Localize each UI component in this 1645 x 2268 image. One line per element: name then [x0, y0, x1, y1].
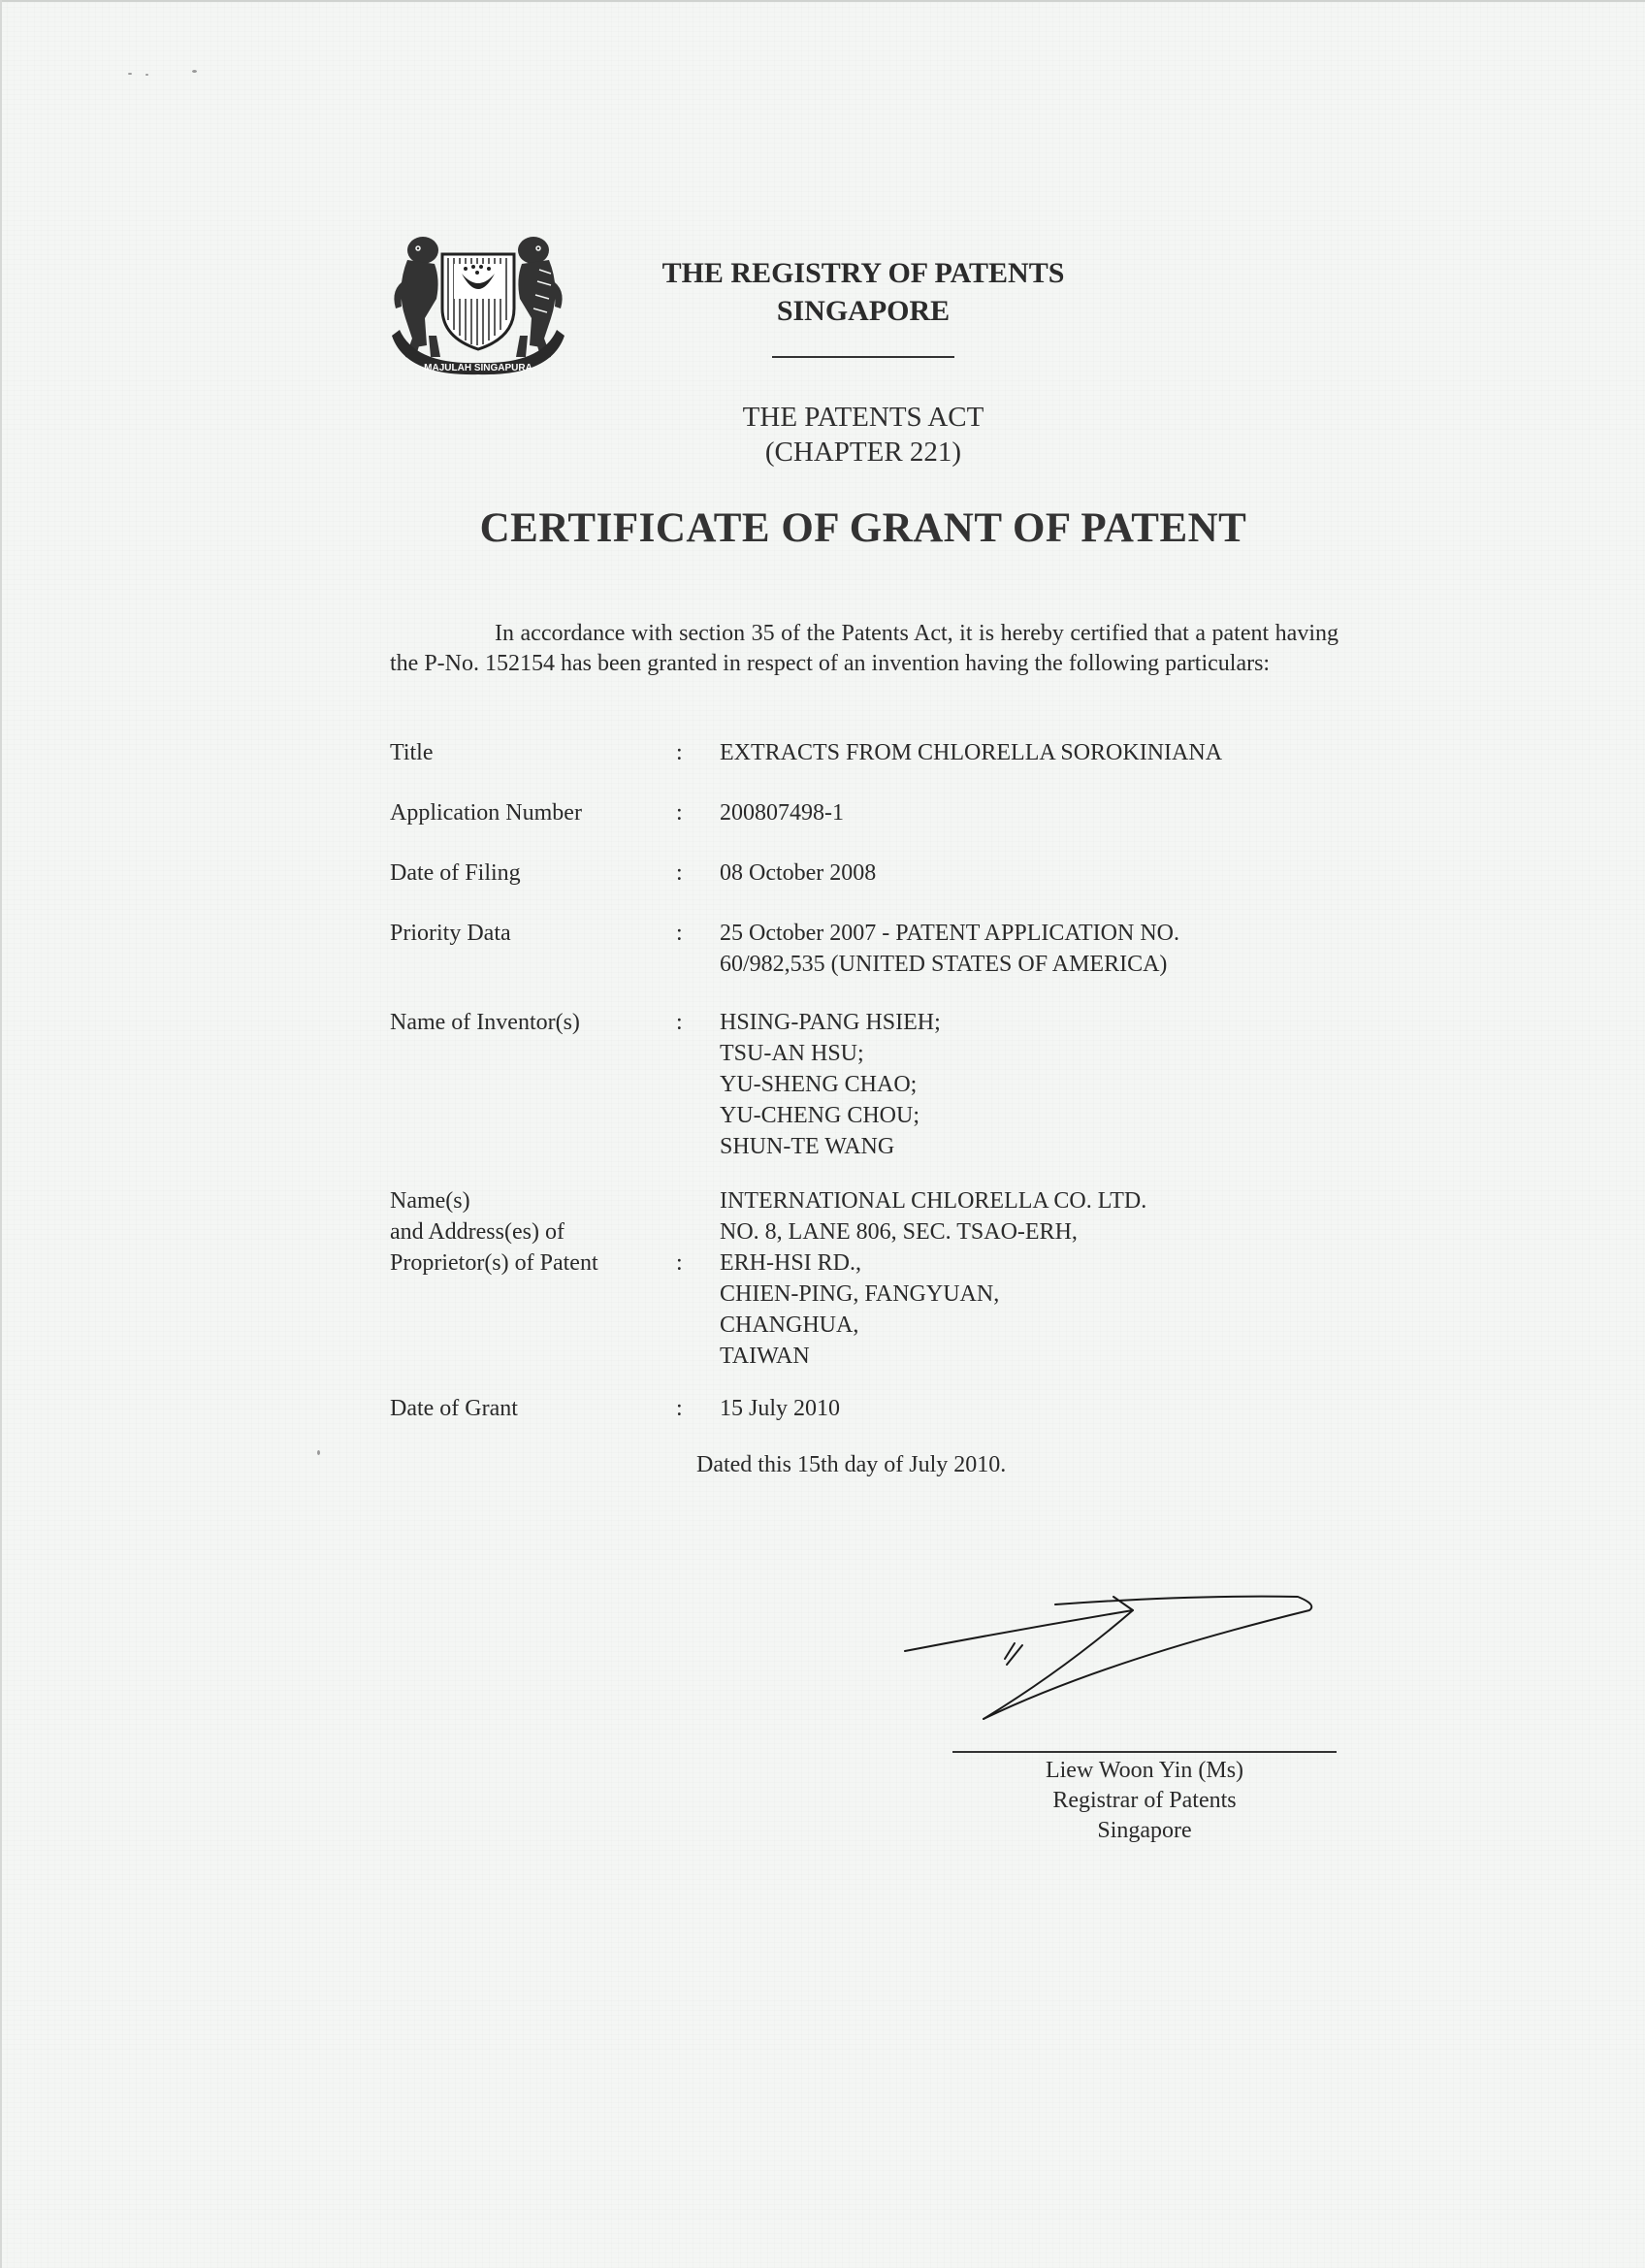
page-edge-top	[0, 0, 1645, 2]
act-chapter: (CHAPTER 221)	[764, 437, 962, 468]
proprietor-line: INTERNATIONAL CHLORELLA CO. LTD.	[720, 1188, 1147, 1214]
proprietor-label-line: and Address(es) of	[390, 1219, 564, 1245]
application-number-value: 200807498-1	[720, 800, 844, 826]
crest-motto-text: MAJULAH SINGAPURA	[424, 363, 532, 373]
priority-data-value	[720, 918, 1399, 980]
proprietor-address	[720, 1185, 1399, 1372]
inventor-name: TSU-AN HSU;	[720, 1041, 864, 1066]
paper-speck	[145, 74, 148, 76]
registrar-block	[952, 1756, 1337, 1846]
priority-data-line: 25 October 2007 - PATENT APPLICATION NO.	[720, 921, 1179, 946]
inventor-name: YU-CHENG CHOU;	[720, 1103, 919, 1128]
registrar-country: Singapore	[1097, 1818, 1192, 1843]
grant-date-separator: :	[676, 1396, 683, 1421]
act-heading	[621, 400, 1106, 470]
registrar-signature	[900, 1583, 1319, 1729]
inventors-label: Name of Inventor(s)	[390, 1010, 580, 1035]
application-number-separator: :	[676, 800, 683, 826]
dated-statement: Dated this 15th day of July 2010.	[696, 1452, 1007, 1477]
priority-data-separator: :	[676, 921, 683, 946]
proprietor-label	[390, 1185, 598, 1279]
inventors-list	[720, 1007, 1399, 1162]
priority-data-label: Priority Data	[390, 921, 511, 946]
registry-heading	[582, 254, 1145, 330]
page-edge-left	[0, 0, 2, 2268]
signature-line	[952, 1751, 1337, 1753]
grant-date-value: 15 July 2010	[720, 1396, 841, 1421]
proprietor-separator: :	[676, 1250, 683, 1276]
grant-date-label: Date of Grant	[390, 1396, 518, 1421]
certificate-intro	[390, 619, 1339, 679]
title-label: Title	[390, 740, 434, 765]
paper-speck	[317, 1450, 320, 1455]
proprietor-label-line: Proprietor(s) of Patent	[390, 1250, 598, 1276]
filing-date-separator: :	[676, 860, 683, 886]
proprietor-line: NO. 8, LANE 806, SEC. TSAO-ERH,	[720, 1219, 1078, 1245]
registry-country: SINGAPORE	[776, 295, 951, 327]
proprietor-line: TAIWAN	[720, 1344, 810, 1369]
proprietor-line: CHANGHUA,	[720, 1312, 859, 1338]
registrar-position: Registrar of Patents	[1052, 1788, 1237, 1813]
proprietor-line: CHIEN-PING, FANGYUAN,	[720, 1281, 1000, 1307]
registry-name: THE REGISTRY OF PATENTS	[661, 257, 1065, 289]
paper-speck	[128, 73, 132, 75]
heading-divider	[772, 356, 954, 358]
paper-speck	[192, 70, 197, 73]
application-number-label: Application Number	[390, 800, 582, 826]
registrar-name: Liew Woon Yin (Ms)	[1045, 1758, 1244, 1783]
filing-date-label: Date of Filing	[390, 860, 521, 886]
coat-of-arms-emblem	[386, 221, 570, 382]
inventor-name: SHUN-TE WANG	[720, 1134, 895, 1159]
certificate-title: CERTIFICATE OF GRANT OF PATENT	[479, 505, 1247, 551]
intro-text: In accordance with section 35 of the Patents Act, it is hereby certified that a patent having the P-No. 152154 has been granted in respect of an invention having the following particulars:	[390, 621, 1339, 676]
inventor-name: HSING-PANG HSIEH;	[720, 1010, 941, 1035]
priority-data-line: 60/982,535 (UNITED STATES OF AMERICA)	[720, 952, 1168, 977]
inventors-separator: :	[676, 1010, 683, 1035]
title-separator: :	[676, 740, 683, 765]
proprietor-line: ERH-HSI RD.,	[720, 1250, 862, 1276]
act-name: THE PATENTS ACT	[742, 402, 984, 433]
filing-date-value: 08 October 2008	[720, 860, 877, 886]
title-value: EXTRACTS FROM CHLORELLA SOROKINIANA	[720, 740, 1223, 765]
inventor-name: YU-SHENG CHAO;	[720, 1072, 918, 1097]
proprietor-label-line: Name(s)	[390, 1188, 470, 1214]
